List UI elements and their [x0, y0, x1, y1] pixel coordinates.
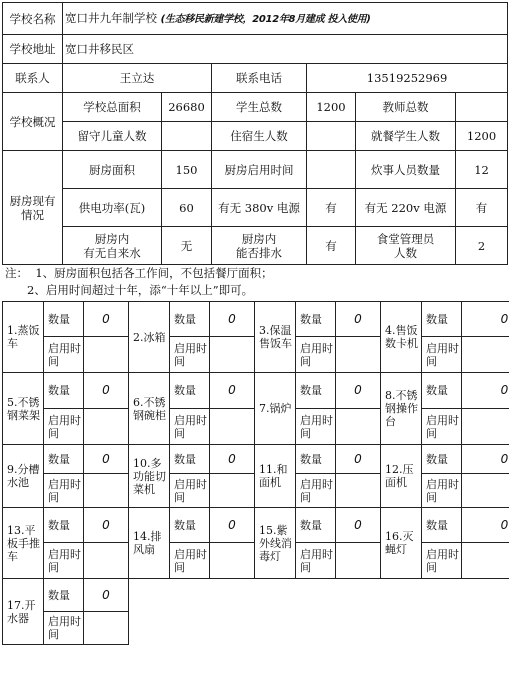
boarding-label: 住宿生人数 — [212, 122, 307, 151]
phone-value: 13519252969 — [307, 64, 508, 93]
equipment-name: 2.冰箱 — [129, 302, 170, 373]
left-behind-label: 留守儿童人数 — [63, 122, 162, 151]
quantity-value: 0 — [210, 508, 255, 543]
dining-label: 就餐学生人数 — [356, 122, 456, 151]
kitchen-start-label: 厨房启用时间 — [212, 151, 307, 189]
equipment-name: 12.压面机 — [381, 445, 422, 508]
start-time-value — [84, 474, 129, 508]
v380-label: 有无 380v 电源 — [212, 189, 307, 227]
v220-value: 有 — [456, 189, 508, 227]
quantity-label: 数量 — [44, 373, 84, 409]
start-time-label: 启用时间 — [44, 409, 84, 445]
quantity-value: 0 — [84, 302, 129, 337]
quantity-label: 数量 — [170, 508, 210, 543]
start-time-value — [462, 409, 509, 445]
start-time-label: 启用时间 — [44, 543, 84, 579]
start-time-value — [336, 474, 381, 508]
power-label: 供电功率(瓦) — [63, 189, 162, 227]
handwritten-note: (生态移民新建学校，2012年8月建成 投入使用) — [160, 13, 371, 25]
water-value: 无 — [162, 227, 212, 265]
boarding-value — [307, 122, 356, 151]
start-time-label: 启用时间 — [170, 474, 210, 508]
quantity-label: 数量 — [44, 445, 84, 474]
quantity-value: 0 — [84, 508, 129, 543]
quantity-label: 数量 — [170, 302, 210, 337]
start-time-label: 启用时间 — [170, 409, 210, 445]
note-2: 2、启用时间超过十年，添“十年以上”即可。 — [27, 283, 254, 297]
quantity-label: 数量 — [296, 508, 336, 543]
start-time-value — [84, 612, 129, 645]
quantity-label: 数量 — [170, 445, 210, 474]
start-time-label: 启用时间 — [44, 612, 84, 645]
students-label: 学生总数 — [212, 93, 307, 122]
area-label: 学校总面积 — [63, 93, 162, 122]
dining-value: 1200 — [456, 122, 508, 151]
water-label: 厨房内 有无自来水 — [63, 227, 162, 265]
equipment-name: 10.多功能切菜机 — [129, 445, 170, 508]
equipment-name: 1.蒸饭车 — [3, 302, 44, 373]
start-time-value — [336, 337, 381, 373]
equipment-name: 9.分槽水池 — [3, 445, 44, 508]
managers-value: 2 — [456, 227, 508, 265]
drain-value: 有 — [307, 227, 356, 265]
school-name-text: 宽口井九年制学校 — [65, 10, 157, 25]
equipment-name: 3.保温售饭车 — [255, 302, 296, 373]
start-time-value — [210, 337, 255, 373]
contact-value: 王立达 — [63, 64, 212, 93]
quantity-value: 0 — [210, 373, 255, 409]
start-time-label: 启用时间 — [44, 474, 84, 508]
kitchen-label: 厨房现有情况 — [3, 151, 63, 265]
start-time-value — [462, 543, 509, 579]
quantity-label: 数量 — [44, 302, 84, 337]
equipment-name: 13.平板手推车 — [3, 508, 44, 579]
quantity-value: 0 — [336, 445, 381, 474]
start-time-value — [84, 543, 129, 579]
start-time-value — [84, 337, 129, 373]
drain-label: 厨房内 能否排水 — [212, 227, 307, 265]
left-behind-value — [162, 122, 212, 151]
start-time-label: 启用时间 — [422, 474, 462, 508]
start-time-value — [210, 409, 255, 445]
teachers-value — [456, 93, 508, 122]
quantity-value: 0 — [210, 445, 255, 474]
start-time-value — [336, 543, 381, 579]
equipment-name: 7.锅炉 — [255, 373, 296, 445]
equipment-name: 14.排风扇 — [129, 508, 170, 579]
school-name-value — [63, 3, 508, 35]
managers-label: 食堂管理员 人数 — [356, 227, 456, 265]
quantity-value: 0 — [336, 373, 381, 409]
start-time-label: 启用时间 — [296, 474, 336, 508]
kitchen-start-value — [307, 151, 356, 189]
start-time-label: 启用时间 — [296, 337, 336, 373]
quantity-value: 0 — [336, 302, 381, 337]
students-value: 1200 — [307, 93, 356, 122]
quantity-value: 0 — [462, 445, 509, 474]
school-name-label: 学校名称 — [3, 3, 63, 35]
equipment-name: 5.不锈钢菜架 — [3, 373, 44, 445]
quantity-label: 数量 — [422, 373, 462, 409]
equipment-name: 17.开水器 — [3, 579, 44, 645]
equipment-table — [2, 301, 509, 645]
notes-section — [2, 265, 507, 301]
start-time-label: 启用时间 — [44, 337, 84, 373]
v380-value: 有 — [307, 189, 356, 227]
start-time-value — [462, 337, 509, 373]
start-time-label: 启用时间 — [296, 409, 336, 445]
teachers-label: 教师总数 — [356, 93, 456, 122]
start-time-label: 启用时间 — [296, 543, 336, 579]
phone-label: 联系电话 — [212, 64, 307, 93]
quantity-value: 0 — [462, 373, 509, 409]
quantity-value: 0 — [84, 373, 129, 409]
power-value: 60 — [162, 189, 212, 227]
quantity-label: 数量 — [170, 373, 210, 409]
quantity-label: 数量 — [422, 445, 462, 474]
notes-prefix: 注： — [5, 266, 28, 280]
school-address-value: 宽口井移民区 — [63, 35, 508, 64]
start-time-value — [210, 474, 255, 508]
start-time-label: 启用时间 — [170, 543, 210, 579]
start-time-label: 启用时间 — [422, 409, 462, 445]
quantity-value: 0 — [336, 508, 381, 543]
quantity-label: 数量 — [296, 445, 336, 474]
quantity-value: 0 — [84, 579, 129, 612]
start-time-label: 启用时间 — [422, 543, 462, 579]
overview-label: 学校概况 — [3, 93, 63, 151]
equipment-name: 16.灭蝇灯 — [381, 508, 422, 579]
contact-label: 联系人 — [3, 64, 63, 93]
start-time-value — [210, 543, 255, 579]
quantity-value: 0 — [462, 508, 509, 543]
school-kitchen-survey-form — [2, 2, 507, 645]
quantity-label: 数量 — [422, 508, 462, 543]
kitchen-staff-value: 12 — [456, 151, 508, 189]
equipment-name: 11.和面机 — [255, 445, 296, 508]
kitchen-area-label: 厨房面积 — [63, 151, 162, 189]
quantity-value: 0 — [462, 302, 509, 337]
start-time-value — [84, 409, 129, 445]
note-1: 1、厨房面积包括各工作间，不包括餐厅面积； — [35, 266, 273, 280]
quantity-label: 数量 — [422, 302, 462, 337]
quantity-label: 数量 — [296, 373, 336, 409]
equipment-name: 15.紫外线消毒灯 — [255, 508, 296, 579]
quantity-label: 数量 — [296, 302, 336, 337]
kitchen-staff-label: 炊事人员数量 — [356, 151, 456, 189]
equipment-name: 8.不锈钢操作台 — [381, 373, 422, 445]
start-time-value — [462, 474, 509, 508]
kitchen-area-value: 150 — [162, 151, 212, 189]
equipment-name: 6.不锈钢碗柜 — [129, 373, 170, 445]
start-time-label: 启用时间 — [422, 337, 462, 373]
start-time-value — [336, 409, 381, 445]
quantity-value: 0 — [210, 302, 255, 337]
start-time-label: 启用时间 — [170, 337, 210, 373]
equipment-name: 4.售饭数卡机 — [381, 302, 422, 373]
quantity-label: 数量 — [44, 579, 84, 612]
school-info-table — [2, 2, 508, 265]
quantity-value: 0 — [84, 445, 129, 474]
school-address-label: 学校地址 — [3, 35, 63, 64]
v220-label: 有无 220v 电源 — [356, 189, 456, 227]
area-value: 26680 — [162, 93, 212, 122]
quantity-label: 数量 — [44, 508, 84, 543]
